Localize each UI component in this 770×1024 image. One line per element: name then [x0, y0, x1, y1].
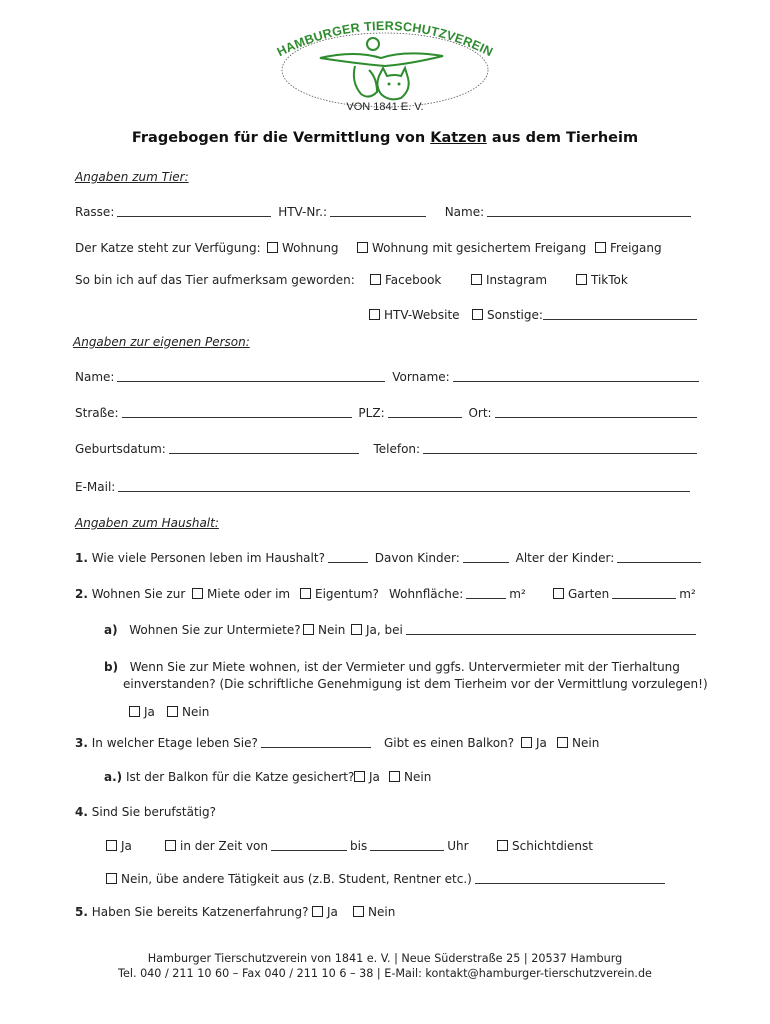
option-label: Ja: [327, 905, 338, 919]
option-arbeitszeit[interactable]: [165, 839, 469, 853]
question-5: [75, 905, 309, 919]
checkbox[interactable]: [557, 737, 568, 748]
question-3: [75, 736, 374, 750]
wohnflaeche-label: Wohnfläche:: [389, 587, 464, 601]
option-label: HTV-Website: [384, 308, 460, 322]
question-text: Wenn Sie zur Miete wohnen, ist der Vermieter und ggfs. Untervermieter mit der Tierhaltung: [129, 660, 680, 674]
option-label: Nein: [572, 736, 600, 750]
option-label: Nein, übe andere Tätigkeit aus (z.B. Student, Rentner etc.): [121, 872, 472, 886]
option-garten[interactable]: [553, 587, 696, 601]
checkbox[interactable]: [497, 840, 508, 851]
tier-name-label: Name:: [444, 205, 485, 219]
question-number: a): [104, 623, 118, 637]
unit-m2: m²: [679, 587, 696, 601]
strasse-field[interactable]: [122, 406, 352, 418]
option-label: Ja: [369, 770, 380, 784]
question-number: b): [104, 660, 119, 674]
title-part-2: aus dem Tierheim: [486, 130, 639, 146]
option-label: Wohnung mit gesichertem Freigang: [372, 241, 587, 255]
option-sonstige[interactable]: [472, 308, 700, 322]
option-erfahrung-ja[interactable]: [312, 905, 338, 919]
option-label: Freigang: [610, 241, 662, 255]
person-name-label: Name:: [75, 370, 115, 384]
option-balkon-nein[interactable]: [557, 736, 599, 750]
option-label: Eigentum?: [315, 587, 379, 601]
question-number: 4.: [75, 805, 88, 819]
title-underlined: Katzen: [430, 130, 487, 146]
question-number: 3.: [75, 736, 88, 750]
checkbox[interactable]: [595, 242, 606, 253]
alter-label: Alter der Kinder:: [515, 551, 615, 565]
option-balkon-ja[interactable]: [521, 736, 547, 750]
option-label: Ja: [144, 705, 155, 719]
htv-nr-field[interactable]: [330, 205, 426, 217]
personen-field[interactable]: [328, 551, 368, 563]
logo: [265, 14, 505, 118]
logo-graphic: [265, 14, 505, 118]
bis-label: bis: [350, 839, 368, 853]
option-label: Instagram: [486, 273, 548, 287]
wohnflaeche-field[interactable]: [466, 587, 506, 599]
checkbox[interactable]: [312, 906, 323, 917]
title-part-1: Fragebogen für die Vermittlung von: [131, 130, 431, 146]
verfuegung-label: Der Katze steht zur Verfügung:: [75, 241, 261, 255]
svg-text:HAMBURGER TIERSCHUTZVEREIN: [275, 19, 495, 59]
zeit-von-field[interactable]: [271, 839, 347, 851]
question-text: Wohnen Sie zur Untermiete?: [129, 623, 301, 637]
aufmerksam-label: So bin ich auf das Tier aufmerksam geworden:: [75, 273, 355, 287]
taetigkeit-field[interactable]: [475, 872, 665, 884]
option-label: Ja, bei: [366, 623, 403, 637]
option-erfahrung-nein[interactable]: [353, 905, 395, 919]
row-rasse: [75, 205, 694, 219]
option-untermiete-nein[interactable]: [303, 623, 345, 637]
checkbox[interactable]: [192, 588, 203, 599]
checkbox[interactable]: [351, 624, 362, 635]
email-label: E-Mail:: [75, 480, 116, 494]
option-berufstaetig-nein[interactable]: [106, 872, 668, 886]
option-instagram[interactable]: [471, 273, 547, 287]
checkbox[interactable]: [129, 706, 140, 717]
section-haushalt-heading: Angaben zum Haushalt:: [75, 516, 219, 530]
option-label: Miete oder im: [207, 587, 291, 601]
option-wohnung[interactable]: [267, 241, 339, 255]
unit-m2: m²: [509, 587, 526, 601]
option-miete[interactable]: [192, 587, 290, 601]
question-2b-line2: einverstanden? (Die schriftliche Genehmigung ist dem Tierheim vor der Vermittlung vorzulegen!): [123, 677, 708, 691]
question-text: Ist der Balkon für die Katze gesichert?: [125, 770, 355, 784]
option-freigang[interactable]: [595, 241, 662, 255]
option-label: Nein: [404, 770, 432, 784]
plz-field[interactable]: [388, 406, 462, 418]
question-2a: [104, 623, 301, 637]
checkbox[interactable]: [354, 771, 365, 782]
rasse-label: Rasse:: [75, 205, 115, 219]
option-label: Garten: [568, 587, 610, 601]
uhr-label: Uhr: [447, 839, 469, 853]
option-berufstaetig-ja[interactable]: [106, 839, 132, 853]
telefon-label: Telefon:: [373, 442, 421, 456]
checkbox[interactable]: [300, 588, 311, 599]
checkbox[interactable]: [106, 873, 117, 884]
question-text: Wie viele Personen leben im Haushalt?: [91, 551, 325, 565]
option-label: in der Zeit von: [180, 839, 269, 853]
telefon-field[interactable]: [423, 442, 697, 454]
footer-address: Hamburger Tierschutzverein von 1841 e. V. | Neue Süderstraße 25 | 20537 Hamburg: [147, 952, 623, 965]
question-1: [75, 551, 704, 565]
vorname-label: Vorname:: [392, 370, 450, 384]
option-label: Nein: [368, 905, 396, 919]
email-field[interactable]: [118, 480, 690, 492]
question-text: Sind Sie berufstätig?: [91, 805, 216, 819]
option-schichtdienst[interactable]: [497, 839, 593, 853]
plz-label: PLZ:: [358, 406, 385, 420]
checkbox[interactable]: [167, 706, 178, 717]
logo-arc-text: HAMBURGER TIERSCHUTZVEREIN: [274, 18, 496, 60]
option-facebook[interactable]: [370, 273, 441, 287]
strasse-label: Straße:: [75, 406, 119, 420]
option-label: Schichtdienst: [512, 839, 593, 853]
checkbox[interactable]: [576, 274, 587, 285]
garten-field[interactable]: [612, 587, 676, 599]
checkbox[interactable]: [267, 242, 278, 253]
kinder-field[interactable]: [463, 551, 509, 563]
option-label: Ja: [536, 736, 547, 750]
htv-nr-label: HTV-Nr.:: [278, 205, 328, 219]
option-label: Nein: [182, 705, 210, 719]
question-2: [75, 587, 185, 601]
ort-field[interactable]: [495, 406, 697, 418]
checkbox[interactable]: [369, 309, 380, 320]
option-label: TikTok: [591, 273, 628, 287]
checkbox[interactable]: [472, 309, 483, 320]
etage-field[interactable]: [261, 736, 371, 748]
question-number: 5.: [75, 905, 88, 919]
checkbox[interactable]: [471, 274, 482, 285]
option-label: Nein: [318, 623, 346, 637]
option-untermiete-ja[interactable]: [351, 623, 699, 637]
ort-label: Ort:: [468, 406, 492, 420]
tier-name-field[interactable]: [487, 205, 691, 217]
question-4: [75, 805, 216, 819]
checkbox[interactable]: [521, 737, 532, 748]
question-number: 1.: [75, 551, 88, 565]
kinder-label: Davon Kinder:: [374, 551, 460, 565]
zeit-bis-field[interactable]: [370, 839, 444, 851]
checkbox[interactable]: [553, 588, 564, 599]
question-text: Wohnen Sie zur: [91, 587, 186, 601]
option-balkon-gesichert-ja[interactable]: [354, 770, 380, 784]
option-vermieter-nein[interactable]: [167, 705, 209, 719]
question-number: a.): [104, 770, 123, 784]
rasse-field[interactable]: [117, 205, 271, 217]
row-strasse: [75, 406, 700, 420]
footer-contact: Tel. 040 / 211 10 60 – Fax 040 / 211 10 6 – 38 | E-Mail: kontakt@hamburger-tierschutzverein.de: [118, 967, 652, 980]
option-label: Sonstige:: [487, 308, 543, 322]
option-htv-website[interactable]: [369, 308, 460, 322]
option-label: Wohnung: [282, 241, 339, 255]
page-title: [0, 130, 770, 146]
row-geburtsdatum: [75, 442, 700, 456]
option-label: Facebook: [385, 273, 442, 287]
section-tier-heading: Angaben zum Tier:: [75, 170, 189, 184]
checkbox[interactable]: [370, 274, 381, 285]
untermiete-field[interactable]: [406, 623, 696, 635]
row-name: [75, 370, 702, 384]
geburtsdatum-label: Geburtsdatum:: [75, 442, 166, 456]
row-email: [75, 480, 693, 494]
alter-field[interactable]: [617, 551, 701, 563]
question-number: 2.: [75, 587, 88, 601]
logo-sub-text: VON 1841 E. V.: [346, 101, 424, 113]
question-text: In welcher Etage leben Sie?: [91, 736, 258, 750]
option-balkon-gesichert-nein[interactable]: [389, 770, 431, 784]
balkon-label: Gibt es einen Balkon?: [384, 736, 515, 750]
question-2b: [104, 660, 680, 674]
option-label: Ja: [121, 839, 132, 853]
section-person-heading: Angaben zur eigenen Person:: [73, 335, 250, 349]
checkbox[interactable]: [165, 840, 176, 851]
checkbox[interactable]: [303, 624, 314, 635]
wohnflaeche: [389, 587, 526, 601]
option-vermieter-ja[interactable]: [129, 705, 155, 719]
checkbox[interactable]: [357, 242, 368, 253]
option-eigentum[interactable]: [300, 587, 379, 601]
geburtsdatum-field[interactable]: [169, 442, 359, 454]
question-text: Haben Sie bereits Katzenerfahrung?: [91, 905, 309, 919]
option-tiktok[interactable]: [576, 273, 628, 287]
sonstige-field[interactable]: [543, 308, 697, 320]
checkbox[interactable]: [389, 771, 400, 782]
checkbox[interactable]: [353, 906, 364, 917]
vorname-field[interactable]: [453, 370, 699, 382]
checkbox[interactable]: [106, 840, 117, 851]
question-3a: [104, 770, 354, 784]
person-name-field[interactable]: [117, 370, 385, 382]
option-wohnung-freigang[interactable]: [357, 241, 586, 255]
